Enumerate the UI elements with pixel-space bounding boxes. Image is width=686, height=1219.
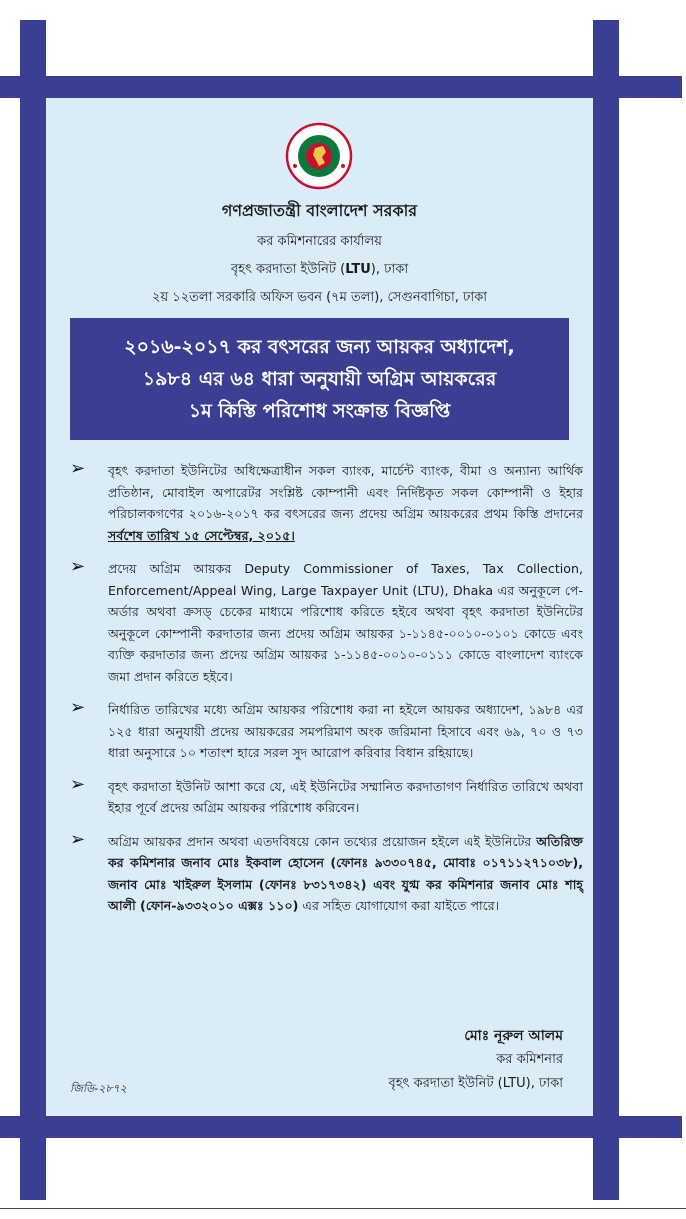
- letterhead: [46, 198, 593, 316]
- arrow-bullet-icon: ➢: [70, 828, 86, 850]
- bottom-rule: [0, 1208, 686, 1209]
- frame-top-bar: [0, 76, 682, 98]
- reference-number: জিডি-২৮৭২: [70, 1082, 127, 1095]
- notice-title: ২০১৬-২০১৭ কর বৎসরের জন্য আয়কর অধ্যাদেশ, ১৯৮৪ এর ৬৪ ধারা অনুযায়ী অগ্রিম আয়করের ১ম কিস্তি পরিশোধ সংক্রান্ত বিজ্ঞপ্তি: [70, 318, 569, 440]
- arrow-bullet-icon: ➢: [70, 458, 86, 479]
- list-item: ➢ প্রদেয় অগ্রিম আয়কর Deputy Commissioner of Taxes, Tax Collection, Enforcement/Appeal Wing, Large Taxpayer Unit (LTU), Dhaka এর অনুকূলে পে-অর্ডার অথবা ক্রসড্ চেকের মাধ্যমে পরিশোধ করিতে হইবে অথবা বৃহৎ করদাতা ইউনিটের অনুকূলে কোম্পানী করদাতার জন্য প্রদেয় অগ্রিম আয়কর ১-১১৪৫-০০১০-০১০১ কোডে এবং ব্যক্তি করদাতার জন্য প্রদেয় অগ্রিম আয়কর ১-১১৪৫-০০১০-০১১১ কোডে বাংলাদেশ ব্যাংকে জমা প্রদান করিতে হইবে।: [70, 558, 583, 687]
- office-address: ২য় ১২তলা সরকারি অফিস ভবন (৭ম তলা), সেগুনবাগিচা, ঢাকা: [152, 290, 487, 305]
- list-item: ➢ বৃহৎ করদাতা ইউনিটের অধিক্ষেত্রাধীন সকল ব্যাংক, মার্চেন্ট ব্যাংক, বীমা ও অন্যান্য আর্থিক প্রতিষ্ঠান, মোবাইল অপারেটর সংশ্লিষ্ট কোম্পানী এবং নির্দিষ্টকৃত সকল কোম্পানী ও ইহার পরিচালকগণের ২০১৬-২০১৭ কর বৎসরের জন্য প্রদেয় অগ্রিম আয়করের প্রথম কিস্তি প্রদানের সর্বশেষ তারিখ ১৫ সেপ্টেম্বর, ২০১৫।: [70, 460, 583, 546]
- arrow-bullet-icon: ➢: [70, 556, 86, 577]
- arrow-bullet-icon: ➢: [70, 773, 86, 795]
- frame-bottom-bar: [0, 1116, 682, 1138]
- org-name: গণপ্রজাতন্ত্রী বাংলাদেশ সরকার: [221, 201, 418, 220]
- notice-panel: [46, 98, 593, 1116]
- frame-right-bar: [593, 20, 619, 1200]
- government-seal-icon: [285, 122, 353, 190]
- list-item: ➢ নির্ধারিত তারিখের মধ্যে অগ্রিম আয়কর পরিশোধ করা না হইলে আয়কর অধ্যাদেশ, ১৯৮৪ এর ১২৫ ধারা অনুযায়ী প্রদেয় আয়করের সমপরিমাণ অংক জরিমানা হিসাবে এবং ৬৯, ৭০ ও ৭৩ ধারা অনুসারে ১০ শতাংশ হারে সরল সুদ আরোপ করিবার বিধান রহিয়াছে।: [70, 699, 583, 764]
- signatory-designation: কর কমিশনার: [496, 1052, 563, 1067]
- list-item: ➢ অগ্রিম আয়কর প্রদান অথবা এতদবিষয়ে কোন তথ্যের প্রয়োজন হইলে এই ইউনিটের অতিরিক্ত কর কমিশনার জনাব মোঃ ইকবাল হোসেন (ফোনঃ ৯৩৩০৭৪৫, মোবাঃ ০১৭১১২৭১০৩৮), জনাব মোঃ খাইরুল ইসলাম (ফোনঃ ৮৩১৭৩৪২) এবং যুগ্ম কর কমিশনার জনাব মোঃ শাহ্ আলী (ফোন-৯৩৩২০১০ এক্সঃ ১১০) এর সহিত যোগাযোগ করা যাইতে পারে।: [70, 831, 583, 917]
- notice-points: [70, 460, 583, 929]
- arrow-bullet-icon: ➢: [70, 697, 86, 718]
- list-item: ➢ বৃহৎ করদাতা ইউনিট আশা করে যে, এই ইউনিটের সম্মানিত করদাতাগণ নির্ধারিত তারিখে অথবা ইহার পূর্বে প্রদেয় অগ্রিম আয়কর পরিশোধ করিবেন।: [70, 776, 583, 819]
- unit-name: বৃহৎ করদাতা ইউনিট (LTU), ঢাকা: [230, 262, 409, 277]
- signatory-name: মোঃ নূরুল আলম: [464, 1028, 563, 1044]
- office-name: কর কমিশনারের কার্যালয়: [257, 234, 382, 249]
- signatory-office: বৃহৎ করদাতা ইউনিট (LTU), ঢাকা: [388, 1076, 563, 1091]
- signature-block: [388, 1024, 563, 1096]
- frame-left-bar: [20, 20, 46, 1200]
